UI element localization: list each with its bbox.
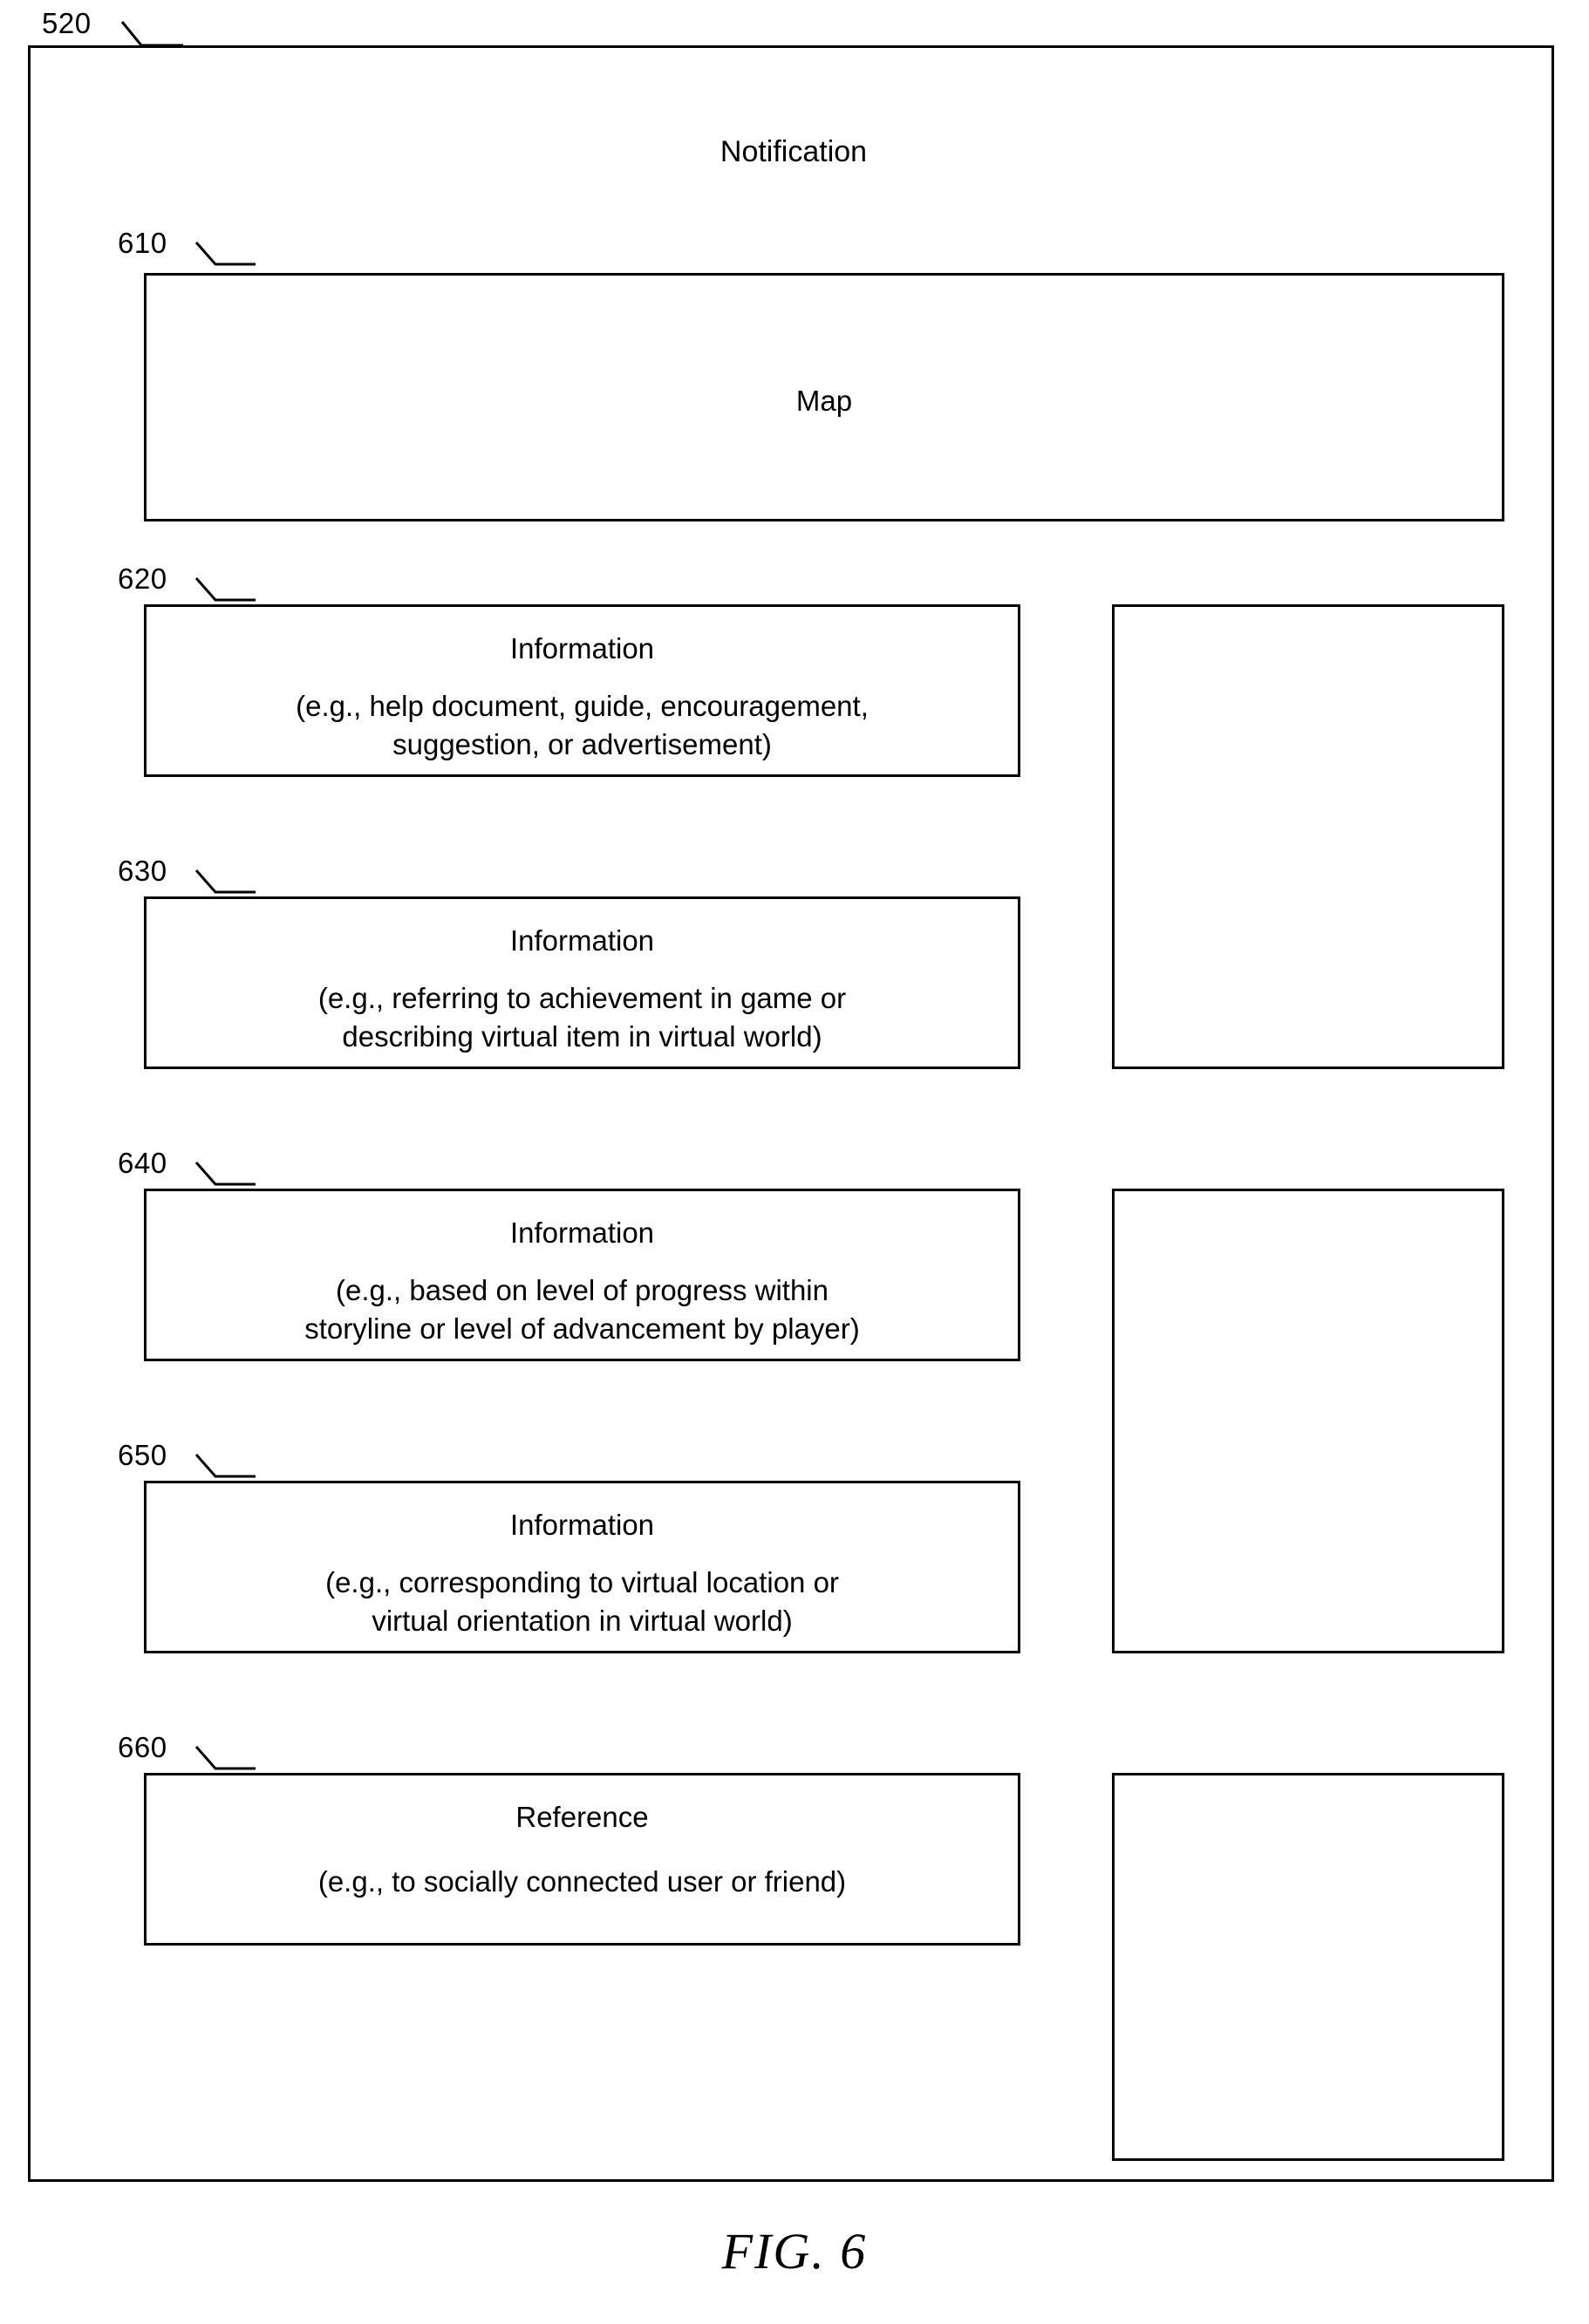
information-box-620 <box>144 604 1020 777</box>
placeholder-box-upper <box>1112 604 1504 1069</box>
information-box-620-label: Information <box>509 632 655 664</box>
reference-numeral-650: 650 <box>118 1439 167 1471</box>
reference-box-660-label: Reference <box>515 1801 649 1833</box>
information-box-630-detail-line1: (e.g., referring to achievement in game or <box>317 982 847 1014</box>
information-box-640-detail-line1: (e.g., based on level of progress within <box>336 1274 829 1306</box>
information-box-650-detail-line2: virtual orientation in virtual world) <box>372 1605 793 1637</box>
notification-frame <box>28 45 1554 2182</box>
reference-numeral-640: 640 <box>118 1147 167 1179</box>
reference-numeral-630: 630 <box>118 855 167 887</box>
reference-numeral-660: 660 <box>118 1731 167 1763</box>
placeholder-box-middle <box>1112 1189 1504 1653</box>
reference-numeral-620: 620 <box>118 562 167 595</box>
map-box <box>144 273 1504 521</box>
information-box-640-detail-line2: storyline or level of advancement by player) <box>304 1312 860 1345</box>
information-box-630-detail-line2: describing virtual item in virtual world) <box>342 1020 822 1053</box>
information-box-650 <box>144 1481 1020 1653</box>
information-box-640-label: Information <box>509 1217 655 1249</box>
information-box-620-detail-line2: suggestion, or advertisement) <box>392 728 772 760</box>
information-box-630 <box>144 896 1020 1069</box>
map-box-label: Map <box>795 385 853 417</box>
information-box-630-label: Information <box>509 924 655 957</box>
figure-caption: FIG. 6 <box>721 2223 868 2280</box>
reference-numeral-610: 610 <box>118 227 167 259</box>
reference-box-660-detail-line1: (e.g., to socially connected user or friend) <box>317 1865 847 1898</box>
notification-title: Notification <box>719 135 868 168</box>
information-box-650-label: Information <box>509 1509 655 1541</box>
reference-box-660 <box>144 1773 1020 1946</box>
information-box-640 <box>144 1189 1020 1361</box>
reference-numeral-520: 520 <box>42 7 92 39</box>
placeholder-box-lower <box>1112 1773 1504 2161</box>
information-box-620-detail-line1: (e.g., help document, guide, encouragement, <box>296 690 869 722</box>
information-box-650-detail-line1: (e.g., corresponding to virtual location or <box>325 1566 839 1598</box>
